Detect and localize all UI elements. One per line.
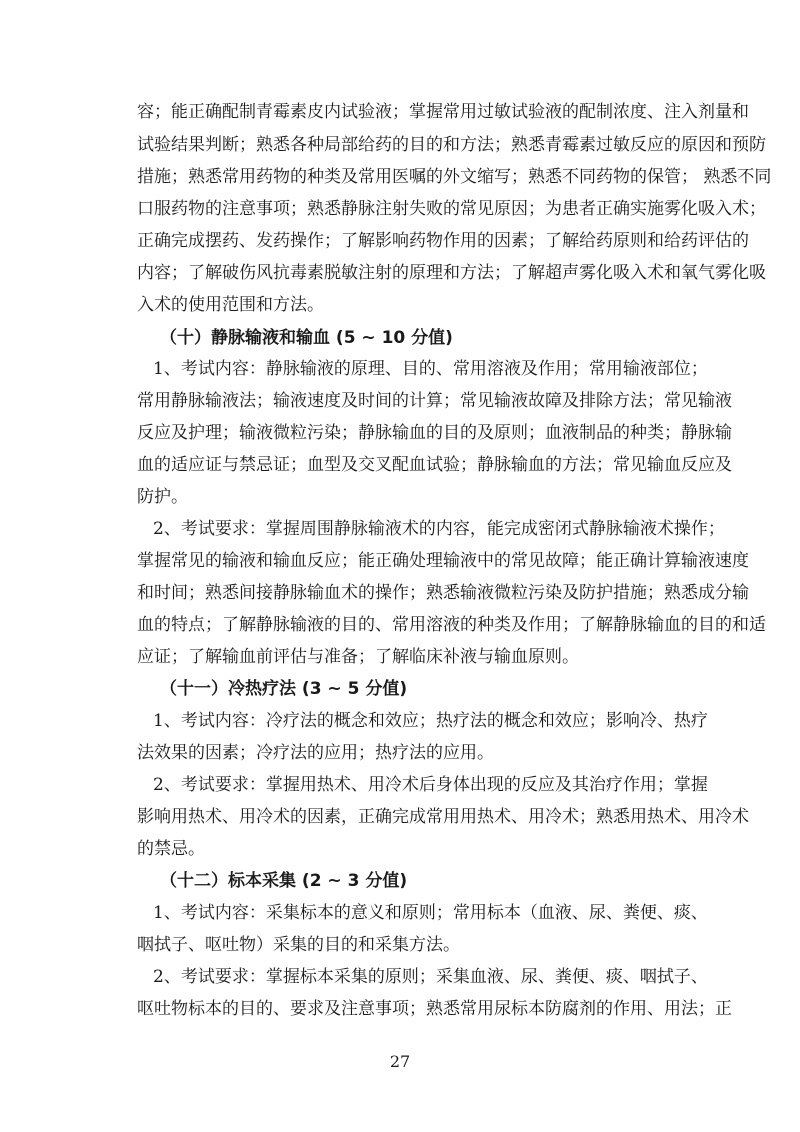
paragraph-line: 反应及护理；输液微粒污染；静脉输血的目的及原则；血液制品的种类；静脉输 — [137, 423, 732, 443]
paragraph-line: 法效果的因素；冷疗法的应用；热疗法的应用。 — [137, 743, 494, 763]
paragraph-line: 掌握常见的输液和输血反应；能正确处理输液中的常见故障；能正确计算输液速度 — [137, 551, 749, 571]
paragraph-line: 1、考试内容：采集标本的意义和原则；常用标本（血液、尿、粪便、痰、 — [153, 903, 708, 923]
paragraph-line: 1、考试内容：冷疗法的概念和效应；热疗法的概念和效应；影响冷、热疗 — [153, 711, 708, 731]
paragraph-line: 2、考试要求：掌握用热术、用冷术后身体出现的反应及其治疗作用；掌握 — [153, 775, 708, 795]
paragraph-line: 的禁忌。 — [137, 839, 205, 859]
section-heading-12: （十二）标本采集 (2 ~ 3 分值) — [160, 871, 408, 891]
intro-line: 口服药物的注意事项；熟悉静脉注射失败的常见原因；为患者正确实施雾化吸入术； — [137, 199, 766, 219]
intro-line: 措施；熟悉常用药物的种类及常用医嘱的外文缩写；熟悉不同药物的保管； 熟悉不同 — [137, 167, 772, 187]
paragraph-line: 血的适应证与禁忌证；血型及交叉配血试验；静脉输血的方法；常见输血反应及 — [137, 455, 732, 475]
intro-line: 容；能正确配制青霉素皮内试验液；掌握常用过敏试验液的配制浓度、注入剂量和 — [137, 102, 749, 122]
paragraph-line: 2、考试要求：掌握周围静脉输液术的内容，能完成密闭式静脉输液术操作； — [153, 519, 725, 539]
intro-line: 入术的使用范围和方法。 — [137, 295, 324, 315]
paragraph-line: 血的特点；了解静脉输液的目的、常用溶液的种类及作用；了解静脉输血的目的和适 — [137, 615, 766, 635]
paragraph-line: 2、考试要求：掌握标本采集的原则；采集血液、尿、粪便、痰、咽拭子、 — [153, 967, 708, 987]
intro-line: 内容；了解破伤风抗毒素脱敏注射的原理和方法；了解超声雾化吸入术和氧气雾化吸 — [137, 263, 766, 283]
page-number: 27 — [389, 1052, 411, 1071]
paragraph-line: 1、考试内容：静脉输液的原理、目的、常用溶液及作用；常用输液部位； — [153, 359, 708, 379]
paragraph-line: 影响用热术、用冷术的因素，正确完成常用用热术、用冷术；熟悉用热术、用冷术 — [137, 807, 749, 827]
intro-line: 试验结果判断；熟悉各种局部给药的目的和方法；熟悉青霉素过敏反应的原因和预防 — [137, 135, 766, 155]
paragraph-line: 应证；了解输血前评估与准备；了解临床补液与输血原则。 — [137, 647, 579, 667]
paragraph-line: 和时间；熟悉间接静脉输血术的操作；熟悉输液微粒污染及防护措施；熟悉成分输 — [137, 583, 749, 603]
paragraph-line: 常用静脉输液法；输液速度及时间的计算；常见输液故障及排除方法；常见输液 — [137, 391, 732, 411]
paragraph-line: 防护。 — [137, 487, 188, 507]
section-heading-10: （十）静脉输液和输血 (5 ~ 10 分值) — [160, 328, 453, 348]
intro-line: 正确完成摆药、发药操作；了解影响药物作用的因素；了解给药原则和给药评估的 — [137, 231, 749, 251]
paragraph-line: 呕吐物标本的目的、要求及注意事项；熟悉常用尿标本防腐剂的作用、用法；正 — [137, 999, 732, 1019]
section-heading-11: （十一）冷热疗法 (3 ~ 5 分值) — [160, 679, 408, 699]
paragraph-line: 咽拭子、呕吐物）采集的目的和采集方法。 — [137, 935, 460, 955]
